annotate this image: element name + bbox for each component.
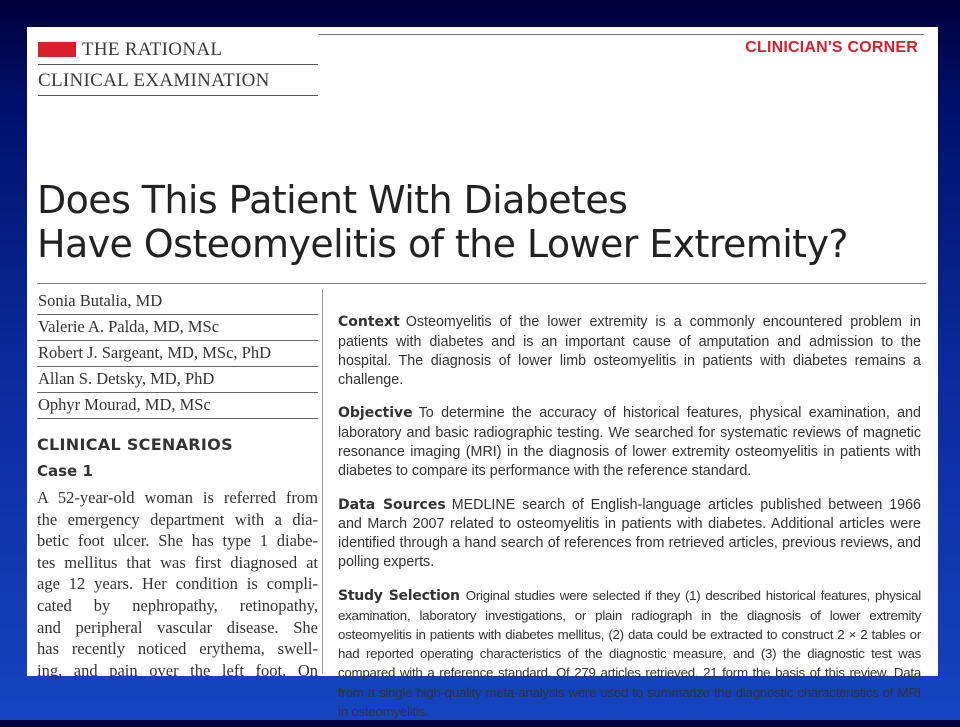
section-label: CLINICIAN'S CORNER: [745, 39, 918, 56]
abstract-context: [338, 313, 921, 390]
abstract-text: MEDLINE search of English-language articles published between 1966 and March 2007 related to osteomyelitis in patients with diabetes. Additional articles were identified through a hand search of references from retrieved articles, previous reviews, and polling experts.: [338, 496, 921, 571]
title-line: Have Osteomyelitis of the Lower Extremity?: [37, 222, 848, 266]
series-title-line1: THE RATIONAL: [82, 39, 223, 60]
case-text: [37, 487, 318, 681]
scenarios-heading: CLINICAL SCENARIOS: [37, 435, 233, 454]
abstract-objective: [338, 404, 921, 481]
case-line: has recently noticed erythema, swell-: [37, 639, 318, 659]
author-name: Valerie A. Palda, MD, MSc: [37, 315, 318, 341]
abstract-text: Osteomyelitis of the lower extremity is a commonly encountered problem in patients with diabetes and is an important cause of amputation and admission to the hospital. The diagnosis of lower limb osteomyelitis in patients with diabetes remains a challenge.: [338, 314, 921, 388]
abstract-text: To determine the accuracy of historical features, physical examination, and laboratory and basic radiographic testing. We searched for systematic reviews of magnetic resonance imaging (MRI) in the diagnosis of lower extremity osteomyelitis in patients with diabetes to compare its performance with the reference standard.: [338, 405, 921, 480]
author-list: [37, 289, 318, 419]
case-line: and peripheral vascular disease. She: [37, 617, 318, 637]
abstract-label: Data Sources: [338, 496, 446, 513]
case-line: ing, and pain over the left foot. On: [37, 660, 318, 680]
title-rule: [37, 283, 926, 284]
journal-page: [29, 30, 936, 719]
abstract: [338, 299, 921, 727]
case-line: age 12 years. Her condition is compli-: [37, 574, 318, 594]
author-name: Robert J. Sargeant, MD, MSc, PhD: [37, 341, 318, 367]
series-rule: [38, 95, 318, 96]
abstract-label: Study Selection: [338, 587, 460, 604]
series-red-bar: [38, 42, 76, 57]
case-line: betic foot ulcer. She has type 1 diabe-: [37, 531, 318, 551]
header-rule: [319, 34, 924, 35]
author-name: Ophyr Mourad, MD, MSc: [37, 393, 318, 419]
series-title-line2: CLINICAL EXAMINATION: [38, 70, 270, 91]
case-heading: Case 1: [37, 462, 93, 480]
case-line: the emergency department with a dia-: [37, 509, 318, 529]
title-line: Does This Patient With Diabetes: [37, 178, 628, 222]
abstract-text: Original studies were selected if they (1) described historical features, physical examination, laboratory investigations, or plain radiograph in the diagnosis of lower extremity osteomyelitis in patients with diabetes mellitus, (2) data could be extracted to construct 2 × 2 tables or had reported operating characteristics of the diagnostic measure, and (3) the diagnostic test was compared with a reference standard. Of 279 articles retrieved, 21 form the basis of this review. Data from a single high-quality meta-analysis were used to summarize the diagnostic characteristics of MRI in osteomyelitis.: [338, 587, 922, 719]
author-name: Sonia Butalia, MD: [37, 289, 318, 315]
abstract-data-sources: [338, 496, 921, 573]
author-name: Allan S. Detsky, MD, PhD: [37, 367, 318, 393]
abstract-study-selection: [338, 586, 921, 721]
case-line: cated by nephropathy, retinopathy,: [37, 595, 318, 615]
abstract-label: Context: [338, 314, 400, 331]
series-rule: [38, 64, 318, 65]
column-divider: [322, 289, 323, 674]
abstract-label: Objective: [338, 405, 413, 422]
case-line: A 52-year-old woman is referred from: [37, 488, 318, 507]
case-line: tes mellitus that was first diagnosed at: [37, 552, 318, 572]
article-title: [37, 178, 932, 266]
